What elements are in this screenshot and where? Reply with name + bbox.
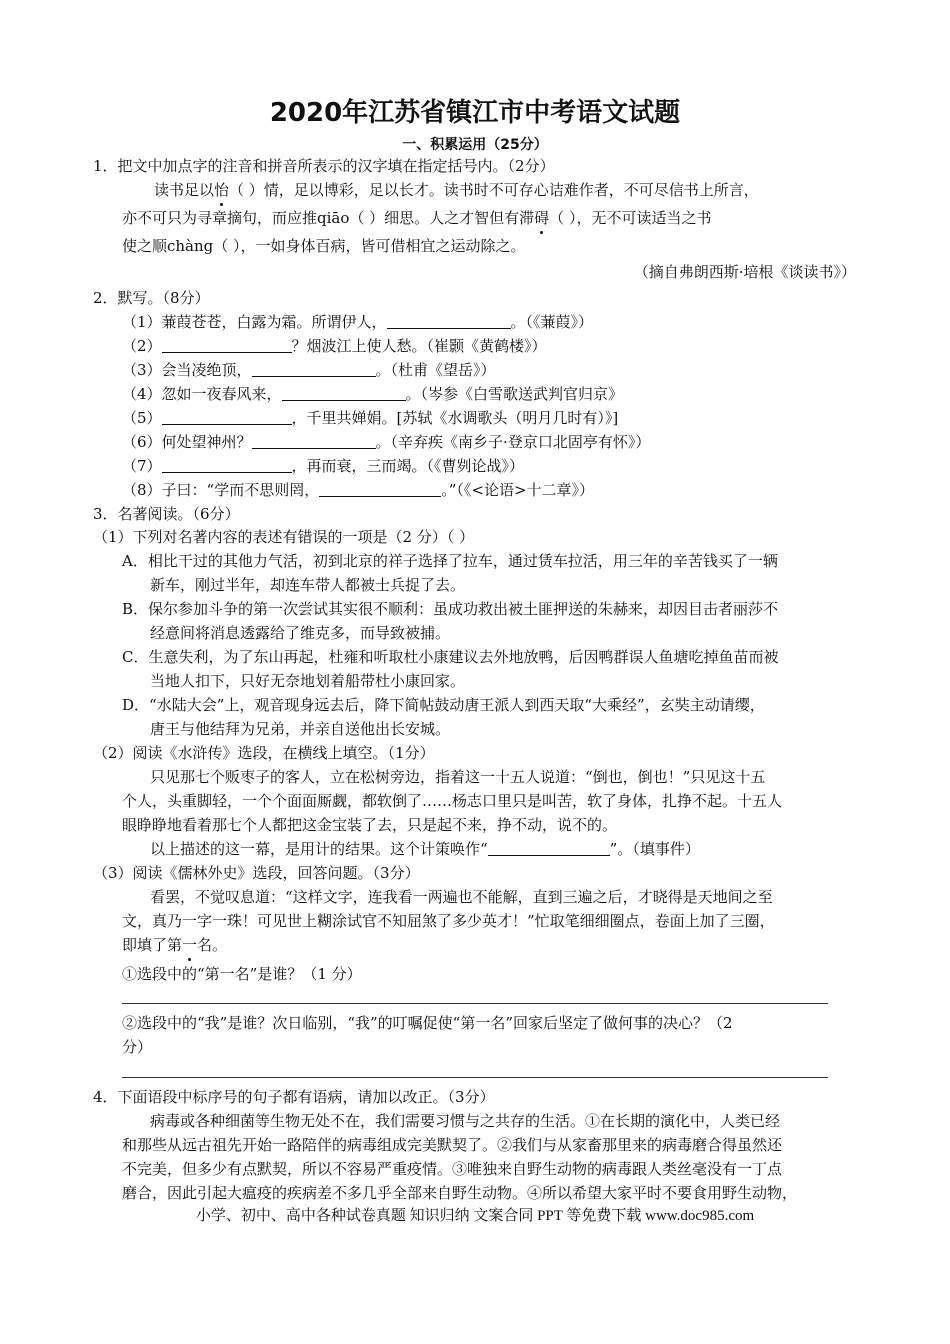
- answer-blank[interactable]: [282, 385, 406, 401]
- answer-blank[interactable]: [319, 481, 441, 497]
- answer-blank[interactable]: [488, 840, 610, 856]
- section-heading: 一、积累运用（25分）: [402, 137, 548, 153]
- q3-part-3: （3）阅读《儒林外史》选段，回答问题。（3分）: [93, 864, 420, 882]
- dotted-char: 第一名: [167, 936, 213, 954]
- q3-stem: 3．名著阅读。（6分）: [93, 505, 240, 523]
- passage-line: 看罢，不觉叹息道：“这样文字，连我看一两遍也不能解，直到三遍之后，才晓得是天地间之至: [150, 888, 773, 906]
- passage-line: 不完美，但多少有点默契，所以不容易严重疫情。③唯独来自野生动物的病毒跟人类丝毫没有一丁点: [122, 1160, 783, 1178]
- passage-line: 个人，头重脚轻，一个个面面厮觑，都软倒了……杨志口里只是叫苦，软了身体，扎挣不起。十五人: [122, 792, 783, 810]
- dotted-char: 怡: [214, 181, 230, 199]
- option-a-cont: 新车，刚过半年，却连车带人都被士兵捉了去。: [150, 576, 466, 594]
- answer-blank[interactable]: [162, 457, 292, 473]
- passage-line: 病毒或各种细菌等生物无处不在，我们需要习惯与之共存的生活。①在长期的演化中，人类已经: [150, 1112, 781, 1130]
- q3-part-1: （1）下列对名著内容的表述有错误的一项是（2 分）（ ）: [93, 528, 475, 546]
- option-b[interactable]: B．保尔参加斗争的第一次尝试其实很不顺利：虽成功救出被土匪押送的朱赫来，却因目击者丽莎不: [122, 600, 779, 618]
- q1-text: 亦不可只为寻章摘句，而应推qiāo（ ）细思。人之才智但有滞: [122, 209, 535, 227]
- option-d-cont: 唐王与他结拜为兄弟，并亲自送他出长安城。: [150, 720, 451, 738]
- sub-question-1: ①选段中的“第一名”是谁？（1 分）: [122, 965, 362, 983]
- passage-line: 只见那七个贩枣子的客人，立在松树旁边，指着这一十五人说道：“倒也，倒也！”只见这十五: [150, 768, 766, 786]
- answer-blank[interactable]: [162, 337, 292, 353]
- sub-question-2: ②选段中的“我”是谁？次日临别，“我”的叮嘱促使“第一名”回家后坚定了做何事的决心？（2: [122, 1014, 733, 1032]
- page-title: 2020年江苏省镇江市中考语文试题: [269, 98, 681, 128]
- passage-line: 眼睁睁地看着那七个人都把这金宝装了去，只是起不来，挣不动，说不的。: [122, 816, 618, 834]
- passage-line: 以上描述的这一幕，是用计的结果。这个计策唤作“ ”。（填事件）: [150, 840, 700, 858]
- passage-line: 磨合，因此引起大瘟疫的疾病差不多几乎全部来自野生动物。④所以希望大家平时不要食用野生动物，: [122, 1184, 798, 1202]
- q1-source: （摘自弗朗西斯·培根《谈读书》）: [633, 263, 856, 281]
- answer-blank[interactable]: [162, 409, 292, 425]
- q1-line-2: [122, 208, 711, 228]
- answer-line[interactable]: [122, 1077, 828, 1078]
- q2-item: （6）何处望神州？ 。（辛弃疾《南乡子·登京口北固亭有怀》）: [122, 433, 651, 451]
- q2-item: （1）蒹葭苍苍，白露为霜。所谓伊人， 。（《蒹葭》）: [122, 313, 594, 331]
- answer-blank[interactable]: [252, 361, 376, 377]
- option-b-cont: 经意间将消息透露给了维克多，而导致被捕。: [150, 624, 451, 642]
- q1-text: （ ）情，足以博彩，足以长才。读书时不可存心诘难作者，不可尽信书上所言，: [229, 181, 759, 199]
- q4-stem: 4．下面语段中标序号的句子都有语病，请加以改正。（3分）: [93, 1088, 495, 1106]
- q1-line-3: 使之顺chàng（ ），一如身体百病，皆可借相宜之运动除之。: [122, 237, 526, 255]
- q1-text: （ ），无不可读适当之书: [549, 209, 712, 227]
- sub-question-2-cont: 分）: [122, 1038, 153, 1056]
- q1-text: 读书足以: [154, 181, 215, 199]
- q2-item: （8）子曰：“学而不思则罔， 。”（《<论语>十二章》）: [122, 481, 595, 499]
- dotted-char: 碍: [534, 209, 550, 227]
- q1-stem: 1．把文中加点字的注音和拼音所表示的汉字填在指定括号内。（2分）: [93, 157, 555, 175]
- passage-line: 文，真乃一字一珠！可见世上糊涂试官不知屈煞了多少英才！”忙取笔细细圈点，卷面上加了三圈，: [122, 912, 775, 930]
- passage-line: 即填了第一名。: [122, 936, 228, 954]
- q2-item: （3）会当凌绝顶， 。（杜甫《望岳》）: [122, 361, 496, 379]
- q2-stem: 2．默写。（8分）: [93, 289, 210, 307]
- answer-blank[interactable]: [387, 313, 511, 329]
- option-c-cont: 当地人扣下，只好无奈地划着船带杜小康回家。: [150, 672, 466, 690]
- passage-line: 和那些从远古祖先开始一路陪伴的病毒组成完美默契了。②我们与从家畜那里来的病毒磨合得虽然还: [122, 1136, 783, 1154]
- option-a[interactable]: A．相比干过的其他力气活，初到北京的祥子选择了拉车，通过赁车拉活，用三年的辛苦钱买了一辆: [122, 552, 778, 570]
- q2-item: （4）忽如一夜春风来， 。（岑参《白雪歌送武判官归京》: [122, 385, 624, 403]
- answer-line[interactable]: [122, 1003, 828, 1004]
- q2-item: （2） ？烟波江上使人愁。（崔颢《黄鹤楼》）: [122, 337, 547, 355]
- q2-item: （7） ，再而衰，三而竭。（《曹刿论战》）: [122, 457, 525, 475]
- answer-blank[interactable]: [252, 433, 376, 449]
- footer-text: 小学、初中、高中各种试卷真题 知识归纳 文案合同 PPT 等免费下载 www.doc985.com: [195, 1208, 755, 1224]
- option-d[interactable]: D．“水陆大会”上，观音现身远去后，降下简帖鼓动唐王派人到西天取“大乘经”，玄奘主动请缨，: [122, 696, 765, 714]
- option-c[interactable]: C．生意失利，为了东山再起，杜雍和听取杜小康建议去外地放鸭，后因鸭群误人鱼塘吃掉鱼苗而被: [122, 648, 779, 666]
- q2-item: （5） ，千里共婵娟。[苏轼《水调歌头（明月几时有）》]: [122, 409, 619, 427]
- q3-part-2: （2）阅读《水浒传》选段，在横线上填空。（1分）: [93, 744, 435, 762]
- q1-line-1: [154, 180, 759, 200]
